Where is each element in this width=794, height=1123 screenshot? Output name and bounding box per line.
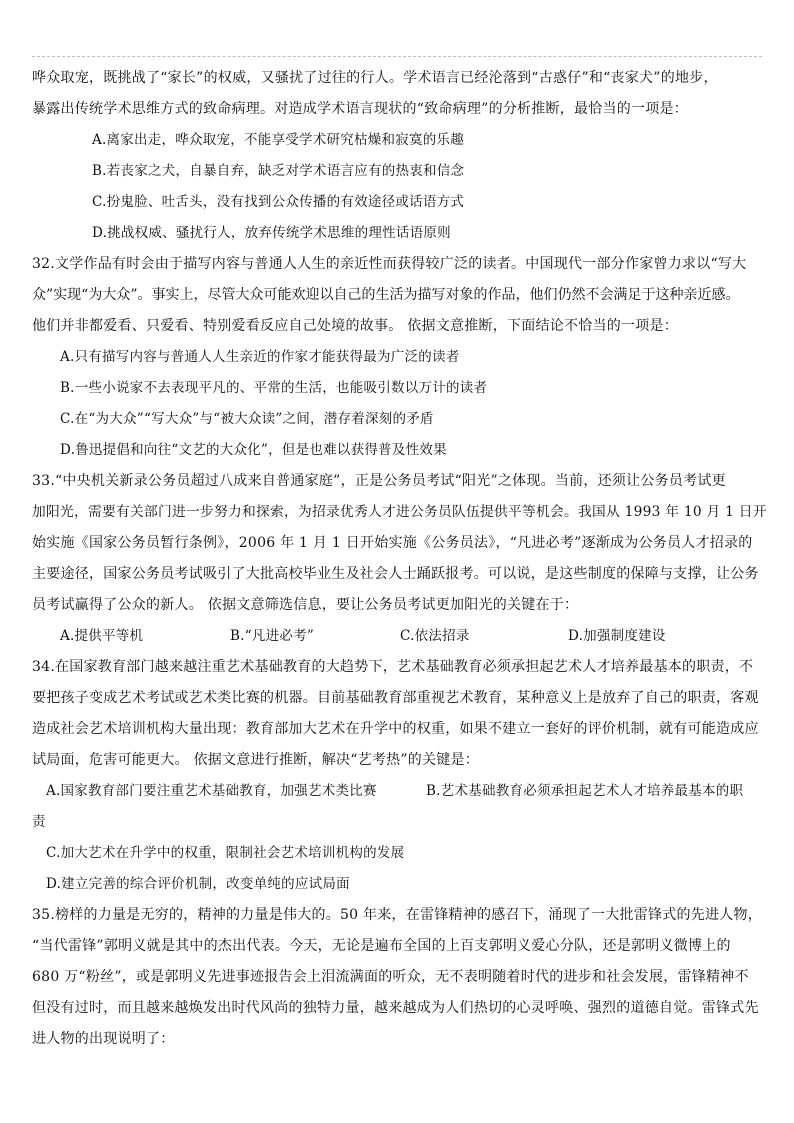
q31-option-b: B.若丧家之犬，自暴自弃，缺乏对学术语言应有的热衷和信念 (92, 163, 465, 179)
q33-option-a: A.提供平等机 (60, 628, 144, 644)
q31-option-d: D.挑战权威、骚扰行人，放弃传统学术思维的理性话语原则 (92, 225, 451, 241)
q31-text-line: 哗众取宠，既挑战了“家长”的权威，又骚扰了过往的行人。学术语言已经沦落到“古惑仔”和“丧家犬”的地步， (32, 70, 718, 86)
q33-text-line: 主要途径，国家公务员考试吸引了大批高校毕业生及社会人士踊跃报考。可以说，是这些制度的保障与支撑，让公务 (32, 566, 759, 582)
q32-text-line: 他们并非都爱看、只爱看、特别爱看反应自己处境的故事。 依据文意推断，下面结论不恰当的一项是： (32, 318, 678, 334)
q35-text-line: 680 万“粉丝”，或是郭明义先进事迹报告会上泪流满面的听众，无不表明随着时代的进步和社会发展，雷锋精神不 (32, 969, 749, 985)
q34-text-line: 34.在国家教育部门越来越注重艺术基础教育的大趋势下，艺术基础教育必须承担起艺术人才培养最基本的职责，不 (32, 659, 754, 675)
q33-text-line: 加阳光，需要有关部门进一步努力和探索，为招录优秀人才进公务员队伍提供平等机会。我国从 1993 年 10 月 1 日开 (32, 504, 767, 520)
q32-text-line: 32.文学作品有时会由于描写内容与普通人人生的亲近性而获得较广泛的读者。中国现代一部分作家曾力求以“写大 (32, 256, 747, 272)
q34-option-b: B.艺术基础教育必须承担起艺术人才培养最基本的职 (426, 783, 744, 799)
q32-text-line: 众”实现“为大众”。事实上，尽管大众可能欢迎以自己的生活为描写对象的作品，他们仍然不会满足于这种亲近感。 (32, 287, 740, 303)
q35-text-line: “当代雷锋”郭明义就是其中的杰出代表。今天，无论是遍布全国的上百支郭明义爱心分队，还是郭明义微博上的 (32, 938, 731, 954)
q32-option-d: D.鲁迅提倡和向往“文艺的大众化”，但是也难以获得普及性效果 (60, 442, 447, 458)
q33-text-line: 员考试赢得了公众的新人。 依据文意筛选信息，要让公务员考试更加阳光的关键在于： (32, 597, 579, 613)
q31-option-a: A.离家出走，哗众取宠，不能享受学术研究枯燥和寂寞的乐趣 (92, 132, 465, 148)
q35-text-line: 但没有过时，而且越来越焕发出时代风尚的独特力量，越来越成为人们热切的心灵呼唤、强烈的道德自觉。雷锋式先 (32, 1000, 759, 1016)
q32-option-a: A.只有描写内容与普通人人生亲近的作家才能获得最为广泛的读者 (60, 349, 460, 365)
q33-option-d: D.加强制度建设 (568, 628, 666, 644)
q34-option-b-continued: 责 (32, 814, 46, 830)
q34-option-d: D.建立完善的综合评价机制，改变单纯的应试局面 (46, 876, 350, 892)
q35-text-line: 35.榜样的力量是无穷的，精神的力量是伟大的。50 年来，在雷锋精神的感召下，涌现了一大批雷锋式的先进人物， (32, 907, 763, 923)
q31-text-line: 暴露出传统学术思维方式的致命病理。对造成学术语言现状的“致命病理”的分析推断，最恰当的一项是： (32, 101, 689, 117)
exam-page (32, 63, 770, 1055)
q33-option-c: C.依法招录 (400, 628, 470, 644)
q33-options-row (32, 621, 770, 652)
q33-text-line: 始实施《国家公务员暂行条例》，2006 年 1 月 1 日开始实施《公务员法》，“凡进必考”逐渐成为公务员人才招录的 (32, 535, 753, 551)
q34-text-line: 试局面，危害可能更大。 依据文意进行推断，解决“艺考热”的关键是： (32, 752, 480, 768)
q33-option-b: B.“凡进必考” (230, 628, 315, 644)
q34-text-line: 造成社会艺术培训机构大量出现：教育部加大艺术在升学中的权重，如果不建立一套好的评价机制，就有可能造成应 (32, 721, 759, 737)
q34-text-line: 要把孩子变成艺术考试或艺术类比赛的机器。目前基础教育部重视艺术教育，某种意义上是放弃了自己的职责，客观 (32, 690, 759, 706)
header-dashed-rule (32, 56, 762, 57)
q34-option-c: C.加大艺术在升学中的权重，限制社会艺术培训机构的发展 (46, 845, 405, 861)
q35-text-line: 进人物的出现说明了： (32, 1031, 175, 1047)
q34-options-row (32, 776, 770, 807)
q31-option-c: C.扮鬼脸、吐舌头，没有找到公众传播的有效途径或话语方式 (92, 194, 465, 210)
q32-option-c: C.在“为大众”“写大众”与“被大众读”之间，潜存着深刻的矛盾 (60, 411, 434, 427)
q32-option-b: B.一些小说家不去表现平凡的、平常的生活，也能吸引数以万计的读者 (60, 380, 488, 396)
q34-option-a: A.国家教育部门要注重艺术基础教育，加强艺术类比赛 (46, 783, 377, 799)
q33-text-line: 33.“中央机关新录公务员超过八成来自普通家庭”，正是公务员考试“阳光”之体现。当前，还须让公务员考试更 (32, 473, 726, 489)
